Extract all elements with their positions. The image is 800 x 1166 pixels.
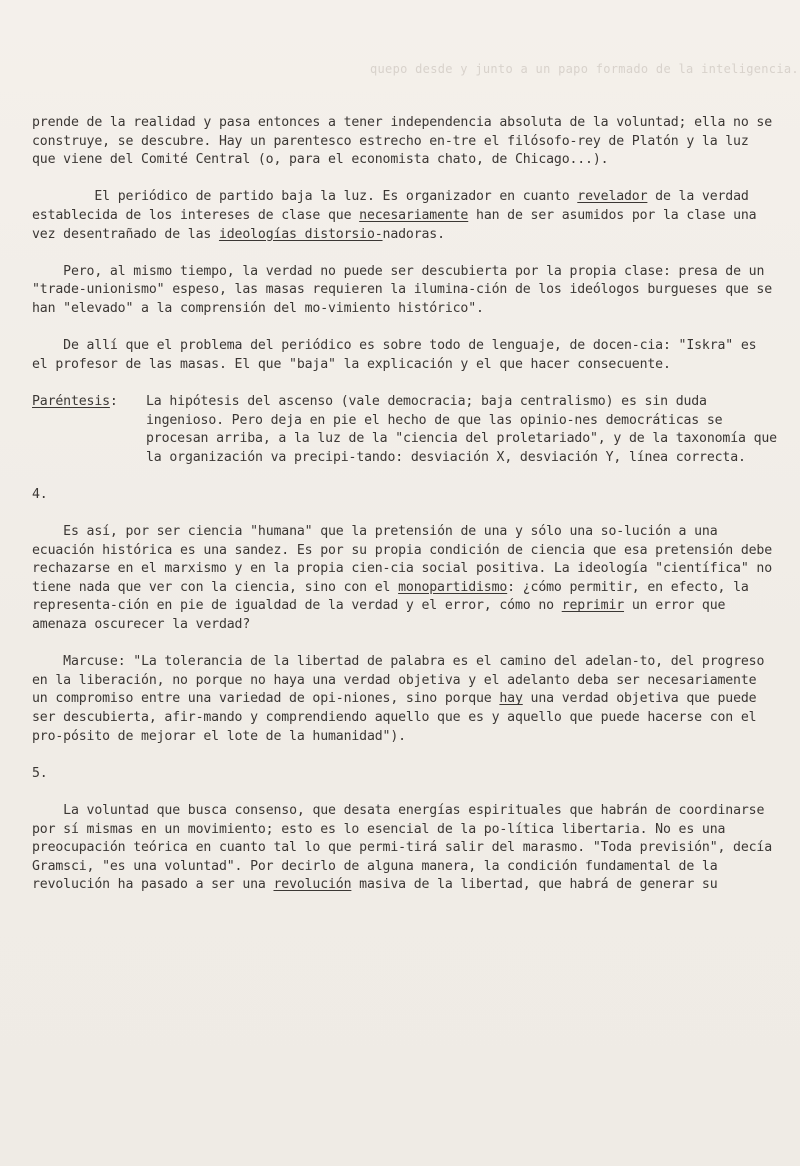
underlined-word: revelador	[577, 189, 648, 205]
underlined-word: monopartidismo	[398, 579, 508, 595]
underlined-word: revolución	[273, 877, 352, 893]
paragraph-3: Pero, al mismo tiempo, la verdad no puede ser descubierta por la propia clase: presa de un "trade-unionismo" espeso, las masas requieren la ilumina-ción de los ideólogos burgueses que se han "elevado" a la comprensión del mo-vimiento histórico".	[32, 263, 780, 316]
faint-bleedthrough-text: quepo desde y junto a un papo formado de la inteligencia.	[370, 62, 799, 76]
note-label: Paréntesis	[32, 393, 110, 409]
paragraph-1: prende de la realidad y pasa entonces a tener independencia absoluta de la voluntad; ella no se construye, se descubre. Hay un parentesco estrecho en-tre el filósofo-rey de Platón y la luz que viene del Comité Central (o, para el economista chato, de Chicago...).	[32, 115, 780, 168]
document-body	[32, 114, 785, 914]
paragraph-2: El periódico de partido baja la luz. Es organizador en cuanto revelador de la verdad establecida de los intereses de clase que necesariamente han de ser asumidos por la clase una vez desentrañado de las ideologías distorsio-nadoras.	[32, 189, 765, 242]
underlined-word: hay	[499, 691, 523, 707]
section-number-4: 4.	[32, 486, 48, 502]
paragraph-5: Es así, por ser ciencia "humana" que la pretensión de una y sólo una so-lución a una ecuación histórica es una sandez. Es por su propia condición de ciencia que esa pretensión debe rechazarse en el marxismo y en la propia cien-cia social positiva. La ideología "científica" no tiene nada que ver con la ciencia, sino con el monopartidismo: ¿cómo permitir, en efecto, la representa-ción en pie de igualdad de la verdad y el error, cómo no reprimir un error que amenaza oscurecer la verdad?	[32, 524, 780, 633]
note-body: La hipótesis del ascenso (vale democracia; baja centralismo) es sin duda ingenioso. Pero deja en pie el hecho de que las opinio-nes democráticas se procesan arriba, a la luz de la "ciencia del proletariado", y de la taxonomía que la organización va precipi-tando: desviación X, desviación Y, línea correcta.	[146, 393, 785, 465]
paragraph-7: La voluntad que busca consenso, que desata energías espirituales que habrán de coordinarse por sí mismas en un movimiento; esto es lo esencial de la po-lítica libertaria. No es una preocupación teórica en cuanto tal lo que permi-tirá salir del marasmo. "Toda previsión", decía Gramsci, "es una voluntad". Por decirlo de alguna manera, la condición fundamental de la revolución ha pasado a ser una revolución masiva de la libertad, que habrá de generar su	[32, 802, 780, 893]
underlined-word: ideologías distorsio-	[218, 226, 383, 242]
paragraph-4: De allí que el problema del periódico es sobre todo de lenguaje, de docen-cia: "Iskra" es el profesor de las masas. El que "baja" la explicación y el que hacer consecuente.	[32, 338, 765, 372]
parenthesis-note: Paréntesis: La hipótesis del ascenso (vale democracia; baja centralismo) es sin duda ingenioso. Pero deja en pie el hecho de que las opinio-nes democráticas se procesan arriba, a la luz de la "ciencia del proletariado", y de la taxonomía que la organización va precipi-tando: desviación X, desviación Y, línea correcta.	[32, 393, 778, 467]
section-number-5: 5.	[32, 765, 48, 781]
underlined-word: necesariamente	[359, 207, 469, 223]
paragraph-6: Marcuse: "La tolerancia de la libertad de palabra es el camino del adelan-to, del progreso en la liberación, no porque no haya una verdad objetiva y el adelanto deba ser necesariamente un compromiso entre una variedad de opi-niones, sino porque hay una verdad objetiva que puede ser descubierta, afir-mando y comprendiendo aquello que es y aquello que puede hacerse con el pro-pósito de mejorar el lote de la humanidad").	[32, 654, 773, 744]
underlined-word: reprimir	[561, 598, 625, 614]
